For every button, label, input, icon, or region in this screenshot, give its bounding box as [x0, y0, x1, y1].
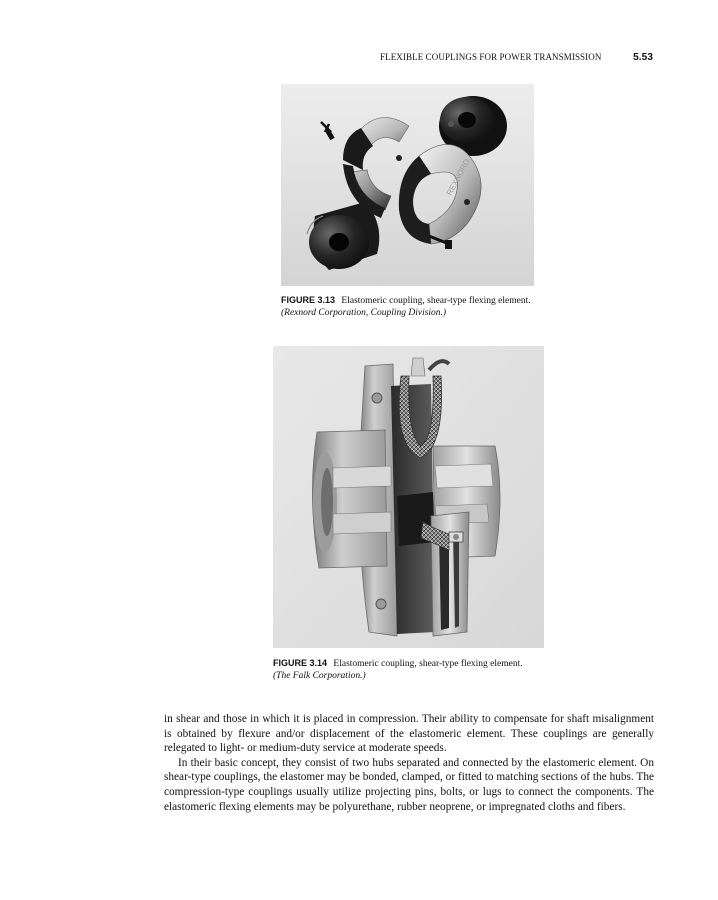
figure-3-14-illustration	[273, 346, 544, 648]
figure-3-14-credit: (The Falk Corporation.)	[273, 671, 366, 681]
body-text	[164, 712, 654, 814]
figure-3-14-label: FIGURE 3.14	[273, 658, 328, 668]
element-brand-text: REXNORD	[444, 157, 472, 197]
body-paragraph-1: in shear and those in which it is placed in compression. Their ability to compensate for shaft misalignment is obtained by flexure and/or displacement of the elastomeric element. These couplings are generally relegated to light- or medium-duty service at moderate speeds.	[164, 713, 654, 755]
figure-3-14-caption	[273, 657, 553, 682]
figure-3-13-photo	[281, 84, 534, 286]
center-cavity	[391, 384, 435, 634]
running-title: FLEXIBLE COUPLINGS FOR POWER TRANSMISSION	[380, 52, 602, 62]
running-head	[380, 52, 653, 63]
figure-3-13-label: FIGURE 3.13	[281, 295, 336, 305]
figure-3-13-text: Elastomeric coupling, shear-type flexing element.	[341, 296, 531, 306]
figure-3-14-text: Elastomeric coupling, shear-type flexing element.	[333, 659, 523, 669]
body-paragraph-2: In their basic concept, they consist of two hubs separated and connected by the elastomeric element. On shear-type couplings, the elastomer may be bonded, clamped, or fitted to matching sections of the hubs. The compression-type couplings usually utilize projecting pins, bolts, or lugs to connect the components. The elastomeric flexing elements may be polyurethane, rubber neoprene, or impregnated cloths and fibers.	[164, 756, 654, 813]
figure-3-13-credit: (Rexnord Corporation, Coupling Division.)	[281, 308, 447, 318]
hub-left	[312, 430, 391, 568]
page-number: 5.53	[633, 52, 653, 63]
figure-3-13-caption	[281, 294, 536, 319]
clamp-screw	[449, 532, 463, 542]
